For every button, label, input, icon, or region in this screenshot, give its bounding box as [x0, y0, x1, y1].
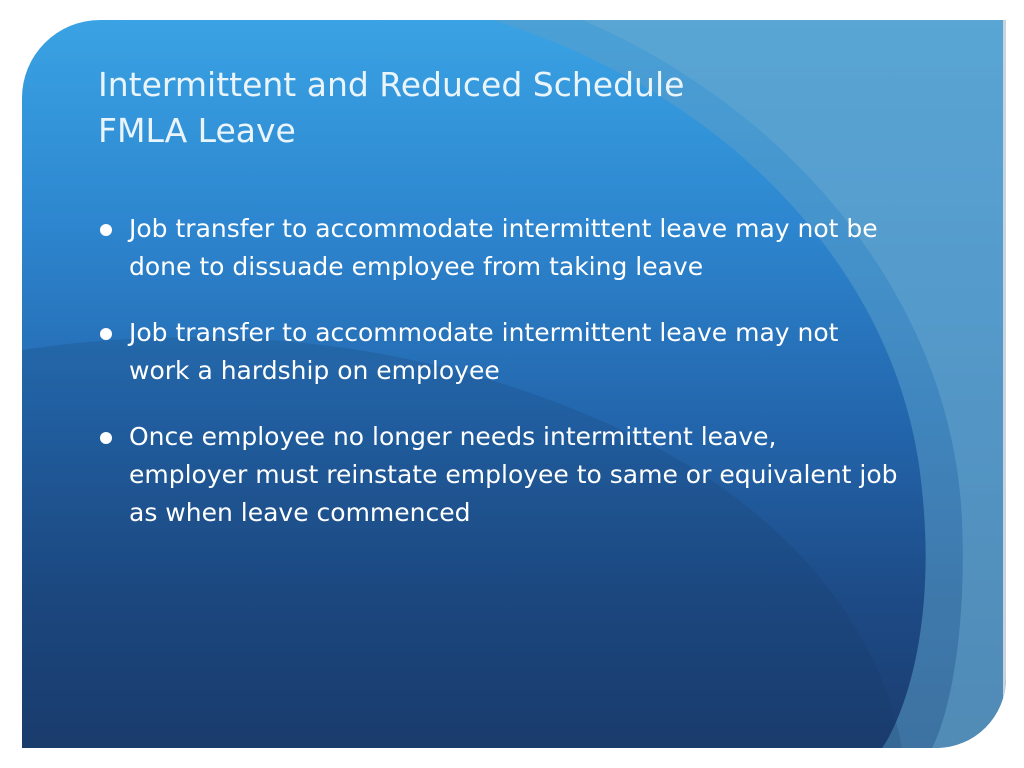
- bullet-text: Job transfer to accommodate intermittent leave may not be done to dissuade employee from taking leave: [129, 214, 878, 281]
- bullet-list: [98, 210, 898, 560]
- bullet-text: Job transfer to accommodate intermittent leave may not work a hardship on employee: [129, 318, 839, 385]
- bullet-item: [98, 210, 898, 286]
- bullet-dot-icon: [100, 328, 112, 340]
- bullet-text: Once employee no longer needs intermittent leave, employer must reinstate employee to same or equivalent job as when leave commenced: [129, 422, 898, 527]
- bullet-dot-icon: [100, 224, 112, 236]
- bullet-item: [98, 418, 898, 532]
- bullet-item: [98, 314, 898, 390]
- slide-title: Intermittent and Reduced Schedule FMLA Leave: [98, 65, 685, 150]
- bullet-dot-icon: [100, 432, 112, 444]
- slide: [22, 20, 1006, 748]
- slide-edge: [1003, 20, 1006, 748]
